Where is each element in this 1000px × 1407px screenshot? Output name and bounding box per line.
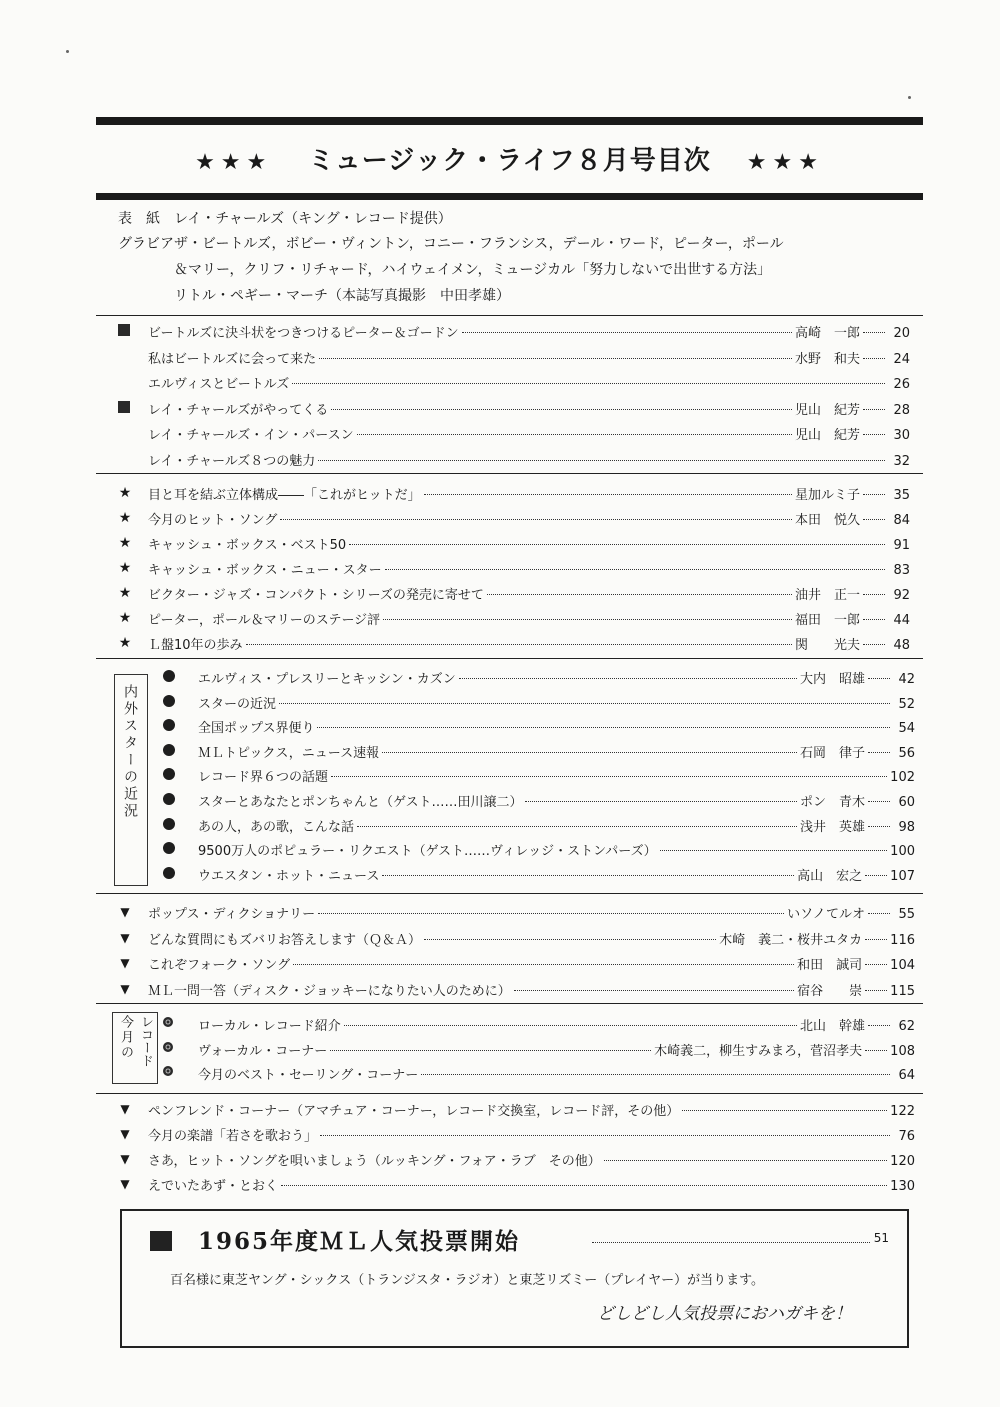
credit-text: リトル・ペギー・マーチ（本誌写真撮影 中田孝雄）: [174, 288, 510, 304]
leader-dots: [863, 434, 885, 435]
credit-text: ザ・ビートルズ，ボビー・ヴィントン，コニー・フランシス，デール・ワード，ピーター，ポール: [174, 236, 784, 252]
toc-page-number: 116: [890, 932, 915, 948]
toc-entry: [0, 582, 1000, 606]
toc-page-number: 64: [898, 1068, 915, 1083]
leader-dots: [868, 913, 890, 914]
toc-page-number: 56: [898, 745, 915, 761]
title-text: ミュージック・ライフ８月号目次: [308, 146, 711, 176]
star-bullet-icon: ★: [118, 610, 132, 626]
toc-entry: [0, 371, 1000, 395]
toc-page-number: 83: [893, 563, 910, 578]
circle-bullet-icon: [163, 793, 175, 805]
leader-dots: [865, 1050, 887, 1051]
toc-entry-line: [198, 1064, 915, 1083]
toc-author: 水野 和夫: [794, 351, 860, 367]
credit-text: ＆マリー，クリフ・リチャード，ハイウェイメン，ミュージカル「努力しないで出世する方法」: [174, 262, 772, 278]
circle-bullet-icon: [163, 818, 175, 830]
leader-dots: [357, 826, 797, 827]
toc-title: 今月のヒット・ソング: [148, 513, 278, 528]
toc-page-number: 92: [893, 588, 910, 603]
toc-title: レイ・チャールズ・イン・パースン: [148, 428, 354, 444]
toc-author: 星加ルミ子: [794, 488, 860, 503]
toc-entry: [0, 320, 1000, 344]
toc-page-number: 98: [898, 819, 915, 835]
toc-author: いソノてルオ: [787, 907, 865, 922]
toc-page-number: 20: [893, 326, 910, 341]
toc-entry: [0, 927, 1000, 951]
toc-entry: [0, 952, 1000, 976]
toc-author: 児山 紀芳: [794, 402, 860, 418]
toc-author: 関 光夫: [794, 638, 860, 653]
toc-page-number: 84: [893, 513, 910, 528]
leader-dots: [863, 494, 885, 495]
toc-entry-line: [148, 424, 910, 443]
toc-entry-line: [148, 1125, 915, 1144]
toc-entry-line: [198, 742, 915, 761]
toc-page-number: 44: [893, 613, 910, 628]
toc-title: キャッシュ・ボックス・ベスト50: [148, 538, 347, 553]
toc-page-number: 48: [893, 638, 910, 653]
toc-title: エルヴィス・プレスリーとキッシン・カズン: [198, 672, 456, 687]
toc-page-number: 104: [890, 958, 915, 973]
toc-page-number: 91: [893, 538, 910, 553]
toc-author: 高山 宏之: [797, 868, 863, 884]
square-bullet-icon: [118, 401, 130, 413]
promo-square-icon: [150, 1231, 172, 1251]
toc-author: 児山 紀芳: [794, 428, 860, 444]
leader-dots: [865, 939, 887, 940]
section-divider: [96, 473, 923, 474]
triangle-bullet-icon: ▼: [120, 956, 130, 970]
toc-title: 今月のベスト・セーリング・コーナー: [198, 1068, 419, 1083]
toc-page-number: 122: [890, 1104, 915, 1119]
toc-title: ピーター，ポール＆マリーのステージ評: [148, 613, 381, 628]
circle-bullet-icon: [163, 842, 175, 854]
toc-title: スターとあなたとポンちゃんと（ゲスト……田川譲二）: [198, 795, 523, 810]
toc-title: ＭＬ一問一答（ディスク・ジョッキーになりたい人のために）: [148, 983, 511, 999]
toc-author: 本田 悦久: [794, 513, 860, 528]
leader-dots: [281, 1185, 887, 1186]
toc-title: キャッシュ・ボックス・ニュー・スター: [148, 563, 382, 578]
toc-entry-line: [148, 509, 910, 528]
toc-page-number: 100: [890, 844, 915, 860]
toc-page-number: 120: [890, 1154, 915, 1169]
leader-dots: [863, 409, 885, 410]
leader-dots: [462, 332, 792, 333]
toc-entry: [0, 397, 1000, 421]
toc-title: ＭＬトピックス，ニュース速報: [198, 745, 380, 761]
toc-entry-line: [148, 980, 915, 999]
toc-title: 今月の楽譜「若さを歌おう」: [148, 1129, 318, 1144]
toc-entry-line: [198, 693, 915, 712]
toc-page-number: 108: [890, 1043, 915, 1059]
toc-page-number: 102: [890, 770, 915, 786]
toc-page-number: 28: [893, 402, 910, 418]
leader-dots: [863, 644, 885, 645]
toc-page-number: 35: [893, 488, 910, 503]
toc-title: ポップス・ディクショナリー: [148, 907, 316, 922]
leader-dots: [868, 752, 890, 753]
toc-entry-line: [148, 903, 915, 922]
leader-dots: [292, 383, 885, 384]
leader-dots: [863, 332, 885, 333]
triangle-bullet-icon: ▼: [120, 1177, 130, 1191]
toc-entry: [0, 789, 1000, 813]
toc-entry-line: [198, 816, 915, 835]
toc-author: 高崎 一郎: [794, 326, 860, 341]
leader-dots: [604, 1160, 887, 1161]
toc-title: 目と耳を結ぶ立体構成――「これがヒットだ」: [148, 488, 421, 503]
leader-dots: [383, 619, 792, 620]
star-bullet-icon: ★: [118, 635, 132, 651]
circle-bullet-icon: [163, 744, 175, 756]
toc-title: ローカル・レコード紹介: [198, 1019, 341, 1034]
leader-dots: [459, 678, 797, 679]
toc-title: これぞフォーク・ソング: [148, 958, 291, 973]
toc-page-number: 32: [893, 454, 910, 469]
toc-page-number: 115: [890, 983, 915, 999]
toc-author: ポン 青木: [799, 795, 865, 810]
leader-dots: [660, 850, 888, 851]
promo-call-to-action: どしどし人気投票におハガキを！: [597, 1304, 852, 1324]
toc-entry: [0, 666, 1000, 690]
toc-page-number: 30: [893, 428, 910, 444]
toc-author: 浅井 英雄: [799, 819, 865, 835]
toc-entry-line: [148, 929, 915, 948]
toc-title: ペンフレンド・コーナー（アマチュア・コーナー，レコード交換室，レコード評，その他）: [148, 1104, 680, 1119]
toc-entry: [0, 632, 1000, 656]
toc-author: 木崎 義二・桜井ユタカ: [719, 932, 863, 948]
star-bullet-icon: ★: [118, 485, 132, 501]
credit-label: グラビア: [118, 236, 174, 252]
toc-entry-line: [148, 559, 910, 578]
toc-title: Ｌ盤10年の歩み: [148, 638, 243, 653]
section-divider: [96, 315, 923, 316]
records-label-col-2: レコード: [138, 1015, 153, 1067]
leader-dots: [319, 358, 792, 359]
leader-dots: [868, 801, 890, 802]
toc-title: さあ，ヒット・ソングを唄いましょう（ルッキング・フォア・ラブ その他）: [148, 1154, 601, 1169]
toc-title: 9500万人のポピュラー・リクエスト（ゲスト……ヴィレッジ・ストンパーズ）: [198, 844, 657, 860]
star-bullet-icon: ★: [118, 535, 132, 551]
triangle-bullet-icon: ▼: [120, 1127, 130, 1141]
toc-page-number: 42: [898, 672, 915, 687]
toc-entry-line: [148, 609, 910, 628]
top-rule: [96, 117, 923, 125]
leader-dots: [317, 727, 890, 728]
leader-dots: [863, 519, 885, 520]
record-bullet-icon: [163, 1042, 173, 1052]
toc-title: ウエスタン・ホット・ニュース: [198, 868, 380, 884]
toc-entry: [0, 448, 1000, 472]
toc-entry: [0, 507, 1000, 531]
toc-entry: [0, 422, 1000, 446]
toc-page-number: 62: [898, 1019, 915, 1034]
toc-title: 全国ポップス界便り: [198, 721, 315, 737]
toc-page-number: 24: [893, 351, 910, 367]
toc-entry-line: [148, 534, 910, 553]
toc-entry-line: [198, 717, 915, 736]
toc-entry: [0, 557, 1000, 581]
leader-dots: [246, 644, 792, 645]
promo-page: 51: [873, 1231, 889, 1245]
toc-title: エルヴィスとビートルズ: [148, 377, 290, 393]
toc-page-number: 107: [890, 868, 915, 884]
leader-dots: [382, 875, 794, 876]
leader-dots: [357, 434, 792, 435]
leader-dots: [279, 703, 890, 704]
triangle-bullet-icon: ▼: [120, 905, 130, 919]
toc-entry: [0, 978, 1000, 1002]
toc-entry: [0, 1148, 1000, 1172]
toc-entry-line: [148, 322, 910, 341]
leader-dots: [868, 826, 890, 827]
section-divider: [96, 893, 923, 894]
toc-entry-line: [198, 668, 915, 687]
toc-entry-line: [198, 1015, 915, 1034]
toc-entry: [0, 691, 1000, 715]
toc-entry-line: [148, 1150, 915, 1169]
toc-title: どんな質問にもズバリお答えします（Ｑ＆Ａ）: [148, 932, 422, 948]
leader-dots: [424, 494, 792, 495]
star-bullet-icon: ★: [118, 585, 132, 601]
section-divider: [96, 1093, 923, 1094]
toc-entry: [0, 1062, 1000, 1086]
triangle-bullet-icon: ▼: [120, 981, 130, 996]
toc-author: 油井 正一: [794, 588, 860, 603]
toc-entry-line: [198, 791, 915, 810]
circle-bullet-icon: [163, 768, 175, 780]
toc-entry: [0, 1098, 1000, 1122]
toc-entry-line: [148, 484, 910, 503]
leader-dots: [863, 619, 885, 620]
toc-entry-line: [148, 954, 915, 973]
toc-entry: [0, 1173, 1000, 1197]
leader-dots: [424, 939, 716, 940]
toc-entry-line: [148, 399, 910, 418]
toc-page-number: 52: [898, 696, 915, 712]
credit-label: 表 紙: [118, 211, 160, 227]
circle-bullet-icon: [163, 867, 175, 879]
toc-entry-line: [198, 865, 915, 884]
vote-promo-box: [120, 1209, 909, 1348]
paper-speck: [66, 50, 69, 53]
toc-entry: [0, 715, 1000, 739]
leader-dots: [344, 1025, 797, 1026]
toc-author: 石岡 律子: [799, 745, 865, 761]
toc-page-number: 130: [890, 1179, 915, 1194]
toc-entry: [0, 1013, 1000, 1037]
toc-entry: [0, 764, 1000, 788]
title-stars-left: ★★★: [195, 150, 273, 175]
leader-dots: [863, 358, 885, 359]
toc-entry-line: [198, 766, 915, 785]
toc-entry-line: [148, 634, 910, 653]
circle-bullet-icon: [163, 670, 175, 682]
triangle-bullet-icon: ▼: [120, 1102, 130, 1116]
credit-text: レイ・チャールズ（キング・レコード提供）: [174, 211, 452, 227]
leader-dots: [331, 776, 887, 777]
toc-page-number: 55: [898, 907, 915, 922]
leader-dots: [382, 752, 797, 753]
paper-speck: [908, 96, 911, 99]
toc-author: 北山 幹雄: [799, 1019, 865, 1034]
star-bullet-icon: ★: [118, 510, 132, 526]
circle-bullet-icon: [163, 695, 175, 707]
toc-entry-line: [198, 840, 915, 859]
toc-author: 大内 昭雄: [799, 672, 865, 687]
toc-entry: [0, 814, 1000, 838]
toc-entry: [0, 1038, 1000, 1062]
toc-title: 私はビートルズに会って来た: [148, 351, 317, 367]
toc-page-number: 54: [898, 721, 915, 737]
toc-entry: [0, 482, 1000, 506]
toc-author: 和田 誠司: [797, 958, 863, 973]
leader-dots: [682, 1110, 887, 1111]
toc-entry: [0, 901, 1000, 925]
leader-dots: [421, 1074, 890, 1075]
record-bullet-icon: [163, 1066, 173, 1076]
star-news-label: 内外スターの近況: [122, 684, 138, 820]
title-stars-right: ★★★: [746, 150, 824, 175]
leader-dots: [487, 594, 792, 595]
toc-entry: [0, 346, 1000, 370]
promo-description: 百名様に東芝ヤング・シックス（トランジスタ・ラジオ）と東芝リズミー（プレイヤー）が当ります。: [170, 1273, 765, 1288]
leader-dots: [865, 990, 887, 991]
toc-entry-line: [198, 1040, 915, 1059]
section-divider: [96, 658, 923, 659]
leader-dots: [863, 594, 885, 595]
leader-dots: [331, 409, 792, 410]
toc-author: 宿谷 崇: [797, 983, 863, 999]
toc-page-number: 26: [893, 377, 910, 393]
leader-dots: [318, 913, 784, 914]
triangle-bullet-icon: ▼: [120, 1152, 130, 1166]
toc-entry-line: [148, 1100, 915, 1119]
toc-entry-line: [148, 348, 910, 367]
title-bottom-rule: [96, 193, 923, 200]
leader-dots: [865, 964, 887, 965]
leader-dots: [525, 801, 797, 802]
records-label-col-1: 今月の: [118, 1015, 133, 1060]
toc-entry-line: [148, 373, 910, 392]
toc-title: ビートルズに決斗状をつきつけるピーター＆ゴードン: [148, 326, 459, 341]
square-bullet-icon: [118, 324, 130, 336]
page-title: [96, 140, 923, 177]
toc-title: えでいたあず・とおく: [148, 1179, 279, 1194]
leader-dots: [330, 1050, 651, 1051]
leader-dots: [385, 569, 885, 570]
leader-dots: [318, 460, 885, 461]
triangle-bullet-icon: ▼: [120, 930, 130, 945]
toc-title: スターの近況: [198, 696, 277, 712]
leader-dots: [320, 1135, 890, 1136]
toc-title: レイ・チャールズ８つの魅力: [148, 454, 316, 469]
toc-page-number: 76: [898, 1129, 915, 1144]
leader-dots: [280, 519, 792, 520]
toc-entry: [0, 532, 1000, 556]
star-bullet-icon: ★: [118, 560, 132, 576]
toc-entry: [0, 607, 1000, 631]
toc-entry-line: [148, 450, 910, 469]
leader-dots: [868, 678, 890, 679]
toc-entry-line: [148, 584, 910, 603]
toc-title: あの人，あの歌，こんな話: [198, 819, 355, 835]
toc-title: レイ・チャールズがやってくる: [148, 402, 329, 418]
toc-entry-line: [148, 1175, 915, 1194]
leader-dots: [514, 990, 794, 991]
toc-title: ヴォーカル・コーナー: [198, 1043, 328, 1059]
toc-entry: [0, 740, 1000, 764]
toc-entry: [0, 1123, 1000, 1147]
toc-title: レコード界６つの話題: [198, 770, 329, 786]
toc-title: ビクター・ジャズ・コンパクト・シリーズの発売に寄せて: [148, 588, 484, 603]
toc-entry: [0, 863, 1000, 887]
circle-bullet-icon: [163, 719, 175, 731]
leader-dots: [349, 544, 885, 545]
promo-leader-dots: [592, 1242, 870, 1243]
toc-author: 木崎義二，柳生すみまろ，菅沼孝夫: [654, 1043, 863, 1059]
promo-title: 1965年度ＭＬ人気投票開始: [198, 1228, 521, 1255]
toc-entry: [0, 838, 1000, 862]
section-divider: [96, 1003, 923, 1004]
toc-page-number: 60: [898, 795, 915, 810]
leader-dots: [868, 1025, 890, 1026]
leader-dots: [865, 875, 887, 876]
leader-dots: [293, 964, 794, 965]
toc-author: 福田 一郎: [794, 613, 860, 628]
record-bullet-icon: [163, 1017, 173, 1027]
